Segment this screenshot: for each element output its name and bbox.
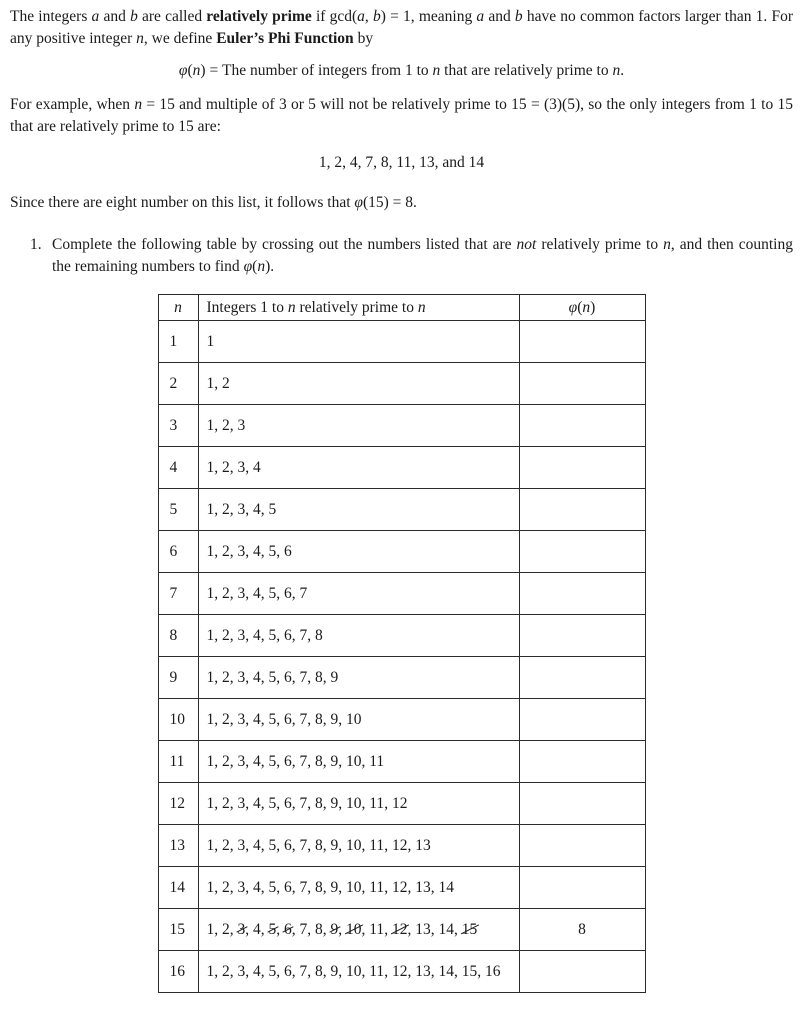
text-run: (	[187, 62, 193, 79]
number: 5	[268, 668, 277, 686]
phi-cell	[519, 741, 645, 783]
n-cell: 4	[158, 447, 198, 489]
number: 4	[253, 920, 261, 938]
phi-cell	[519, 867, 645, 909]
number: 1	[206, 878, 215, 896]
number: 6	[284, 710, 292, 728]
number: 4	[253, 962, 261, 980]
text-run: n	[134, 96, 143, 113]
header-integers	[198, 295, 519, 321]
n-cell: 7	[158, 573, 198, 615]
text-run: relatively prime	[206, 8, 312, 25]
number: 2	[222, 920, 230, 938]
problem-number: 1.	[30, 236, 42, 253]
number: 4	[253, 458, 261, 476]
integers-cell: 1, 2, 3	[198, 405, 519, 447]
number: 3	[237, 626, 246, 644]
number: 2	[222, 416, 230, 434]
number: 1	[206, 458, 215, 476]
number: 9	[330, 794, 339, 812]
example-paragraph	[10, 94, 793, 138]
number: 12	[391, 794, 408, 812]
number: 11	[369, 878, 385, 896]
coprime-list-line	[10, 152, 793, 174]
text-run: (	[252, 258, 258, 275]
number: 2	[222, 962, 230, 980]
number: 5	[268, 584, 277, 602]
integers-cell: 1, 2	[198, 363, 519, 405]
number: 7	[299, 794, 308, 812]
integers-cell: 1, 2, 3, 4, 5, 6, 7, 8, 9, 10, 11	[198, 741, 519, 783]
crossed-number: 3	[237, 920, 246, 938]
text-run: n	[174, 298, 182, 316]
text-run: Since there are eight number on this list, it follows that	[10, 194, 355, 211]
n-cell: 10	[158, 699, 198, 741]
crossed-number: 15	[461, 920, 478, 938]
number: 6	[284, 878, 292, 896]
phi-cell	[519, 951, 645, 993]
integers-cell: 1, 2, 3, 4, 5, 6	[198, 531, 519, 573]
text-run: , and then counting the remaining numbers to find	[52, 236, 793, 275]
integers-cell: 1, 2, 3, 4, 5, 6, 7, 8, 9, 10, 11, 12	[198, 783, 519, 825]
crossed-number: 9	[330, 920, 339, 938]
number: 5	[268, 500, 277, 518]
text-run: φ	[568, 298, 578, 316]
text-run: ) = The number of integers from 1 to	[200, 62, 433, 79]
number: 2	[222, 500, 230, 518]
text-run: are called	[137, 8, 207, 25]
number: 8	[315, 668, 323, 686]
crossed-number: 12	[391, 920, 408, 938]
number: 10	[346, 794, 362, 812]
number: 7	[299, 962, 308, 980]
text-run: a	[357, 8, 365, 25]
text-run: relatively prime to	[536, 236, 664, 253]
conclusion-paragraph	[10, 192, 793, 214]
number: 6	[284, 836, 292, 854]
text-run: (	[577, 298, 583, 316]
number: 4	[253, 626, 261, 644]
number: 3	[237, 710, 246, 728]
number: 1	[206, 584, 215, 602]
phi-cell	[519, 573, 645, 615]
number: 11	[369, 752, 385, 770]
text-run: ) = 1, meaning	[380, 8, 477, 25]
number: 8	[315, 626, 323, 644]
text-run: n	[192, 62, 201, 79]
problem-item	[10, 234, 793, 278]
text-run: n	[612, 62, 621, 79]
integers-cell: 1, 2, 3, 4, 5, 6, 7, 8, 9	[198, 657, 519, 699]
number: 5	[268, 752, 277, 770]
text-run: Integers 1 to	[206, 298, 288, 316]
n-cell: 11	[158, 741, 198, 783]
number: 8	[315, 752, 323, 770]
number: 3	[237, 542, 246, 560]
number: 6	[284, 584, 292, 602]
number: 11	[369, 836, 385, 854]
phi-table-head	[158, 295, 645, 321]
number: 9	[330, 878, 339, 896]
number: 14	[438, 962, 454, 980]
text-run: a	[476, 8, 485, 25]
text-run: n	[663, 236, 671, 253]
phi-cell	[519, 783, 645, 825]
number: 12	[391, 962, 408, 980]
text-run: n	[136, 30, 144, 47]
number: 10	[346, 710, 362, 728]
n-cell: 6	[158, 531, 198, 573]
number: 10	[346, 752, 362, 770]
table-row	[158, 741, 645, 783]
number: 1	[206, 794, 215, 812]
number: 6	[284, 668, 292, 686]
table-row	[158, 447, 645, 489]
table-row	[158, 615, 645, 657]
n-cell: 8	[158, 615, 198, 657]
header-n	[158, 295, 198, 321]
n-cell: 14	[158, 867, 198, 909]
number: 2	[222, 836, 230, 854]
integers-cell: 1, 2, 3, 4	[198, 447, 519, 489]
number: 4	[253, 542, 261, 560]
phi-cell	[519, 447, 645, 489]
integers-cell: 1, 2, 3, 4, 5	[198, 489, 519, 531]
number: 9	[330, 962, 339, 980]
number: 7	[299, 878, 308, 896]
crossed-number: 10	[346, 920, 362, 938]
number: 5	[268, 710, 277, 728]
text-run: .	[620, 62, 625, 79]
number: 2	[222, 626, 230, 644]
number: 8	[315, 920, 323, 938]
table-header-row	[158, 295, 645, 321]
number: 1	[206, 752, 215, 770]
number: 2	[222, 542, 230, 560]
text-run: a	[91, 8, 100, 25]
number: 3	[237, 458, 246, 476]
n-cell: 1	[158, 321, 198, 363]
text-run: that are relatively prime to	[440, 62, 613, 79]
number: 7	[299, 584, 308, 602]
text-run: and	[484, 8, 515, 25]
number: 9	[330, 710, 339, 728]
text-run: b	[372, 8, 381, 25]
text-run: = 15 and multiple of 3 or 5 will not be relatively prime to 15 = (3)(5), so the only integers from 1 to 15 that are relatively prime to 15 are:	[10, 96, 793, 135]
number: 2	[222, 584, 230, 602]
number: 5	[268, 962, 277, 980]
phi-cell	[519, 489, 645, 531]
text-run: For example, when	[10, 96, 135, 113]
number: 12	[391, 836, 408, 854]
number: 2	[222, 458, 230, 476]
phi-cell	[519, 531, 645, 573]
number: 4	[253, 836, 261, 854]
number: 1	[206, 920, 215, 938]
phi-table	[158, 294, 646, 993]
number: 15	[461, 962, 478, 980]
number: 6	[284, 794, 292, 812]
number: 13	[415, 962, 431, 980]
number: 5	[268, 878, 277, 896]
number: 2	[222, 752, 230, 770]
table-row	[158, 825, 645, 867]
text-run: Complete the following table by crossing out the numbers listed that are	[52, 236, 517, 253]
text-run: φ	[178, 62, 188, 79]
number: 4	[253, 668, 261, 686]
number: 1	[206, 710, 215, 728]
number: 4	[253, 752, 261, 770]
table-row	[158, 699, 645, 741]
number: 1	[206, 668, 215, 686]
number: 2	[222, 794, 230, 812]
number: 8	[315, 878, 323, 896]
phi-cell	[519, 405, 645, 447]
table-row	[158, 573, 645, 615]
number: 5	[268, 836, 277, 854]
number: 8	[315, 794, 323, 812]
number: 11	[369, 962, 385, 980]
integers-cell: 1, 2, 3, 4, 5, 6, 7, 8, 9, 10, 11, 12, 13	[198, 825, 519, 867]
number: 4	[253, 878, 261, 896]
table-row	[158, 867, 645, 909]
phi-cell	[519, 615, 645, 657]
number: 5	[268, 794, 277, 812]
phi-cell: 8	[519, 909, 645, 951]
number: 3	[237, 962, 246, 980]
number: 3	[237, 500, 246, 518]
n-cell: 13	[158, 825, 198, 867]
text-run: φ	[354, 194, 363, 211]
phi-table-body	[158, 321, 645, 993]
number: 8	[315, 962, 323, 980]
text-run: have no common factors larger than 1. For any positive integer	[10, 8, 794, 47]
n-cell: 5	[158, 489, 198, 531]
text-run: )	[590, 298, 596, 316]
number: 5	[268, 626, 277, 644]
n-cell: 15	[158, 909, 198, 951]
text-run: n	[417, 298, 426, 316]
number: 12	[391, 878, 408, 896]
n-cell: 2	[158, 363, 198, 405]
number: 6	[284, 962, 292, 980]
number: 10	[346, 878, 362, 896]
number: 10	[346, 962, 362, 980]
text-run: n	[287, 298, 296, 316]
crossed-number: 6	[284, 920, 292, 938]
number: 3	[237, 668, 246, 686]
n-cell: 12	[158, 783, 198, 825]
number: 9	[330, 836, 339, 854]
table-row	[158, 783, 645, 825]
text-run: ,	[364, 8, 373, 25]
text-run: not	[516, 236, 537, 253]
number: 7	[299, 836, 308, 854]
number: 8	[315, 710, 323, 728]
number: 7	[299, 752, 308, 770]
number: 10	[346, 836, 362, 854]
table-row	[158, 363, 645, 405]
number: 9	[330, 752, 339, 770]
number: 6	[284, 626, 292, 644]
integers-cell	[198, 321, 519, 363]
number: 1	[206, 416, 215, 434]
n-cell: 9	[158, 657, 198, 699]
text-run: n	[257, 258, 266, 275]
phi-cell	[519, 321, 645, 363]
number: 1	[206, 542, 215, 560]
number: 3	[237, 836, 246, 854]
problem-text	[52, 234, 793, 278]
text-run: b	[514, 8, 523, 25]
n-cell: 3	[158, 405, 198, 447]
text-run: Euler’s Phi Function	[216, 30, 354, 47]
number: 3	[237, 878, 246, 896]
number: 1	[206, 836, 215, 854]
number: 1	[206, 500, 215, 518]
number: 2	[222, 710, 230, 728]
text-run: , we define	[143, 30, 217, 47]
number: 14	[438, 920, 454, 938]
number: 4	[253, 584, 261, 602]
number: 2	[222, 374, 230, 392]
phi-cell	[519, 657, 645, 699]
integers-cell: 1, 2, 3, 4, 5, 6, 7, 8, 9, 10	[198, 699, 519, 741]
number: 3	[237, 584, 246, 602]
number: 4	[253, 710, 261, 728]
number: 4	[253, 500, 261, 518]
integers-cell: 1, 2, 3, 4, 5, 6, 7, 8, 9, 10, 11, 12, 13, 14, 15	[198, 909, 519, 951]
intro-paragraph	[10, 6, 793, 50]
number: 6	[284, 752, 292, 770]
number: 1	[206, 332, 215, 350]
number: 13	[415, 836, 431, 854]
number: 1	[206, 374, 215, 392]
table-row	[158, 489, 645, 531]
number: 5	[268, 542, 277, 560]
text-run: relatively prime to	[295, 298, 418, 316]
number: 7	[299, 626, 308, 644]
header-phi	[519, 295, 645, 321]
phi-definition-line	[10, 60, 793, 82]
table-row	[158, 321, 645, 363]
crossed-number: 5	[268, 920, 277, 938]
phi-cell	[519, 699, 645, 741]
integers-cell: 1, 2, 3, 4, 5, 6, 7, 8, 9, 10, 11, 12, 13, 14	[198, 867, 519, 909]
number: 3	[237, 416, 246, 434]
table-row	[158, 405, 645, 447]
table-row	[158, 951, 645, 993]
text-run: by	[353, 30, 374, 47]
number: 4	[253, 794, 261, 812]
text-run: ).	[265, 258, 275, 275]
integers-cell: 1, 2, 3, 4, 5, 6, 7	[198, 573, 519, 615]
phi-cell	[519, 363, 645, 405]
number: 1	[206, 962, 215, 980]
number: 13	[415, 920, 431, 938]
text-run: (15) = 8.	[362, 194, 417, 211]
number: 6	[284, 542, 292, 560]
text-run: 1, 2, 4, 7, 8, 11, 13, and 14	[318, 154, 485, 171]
text-run: if gcd(	[311, 8, 358, 25]
number: 3	[237, 752, 246, 770]
number: 2	[222, 668, 230, 686]
integers-cell: 1, 2, 3, 4, 5, 6, 7, 8, 9, 10, 11, 12, 13, 14, 15, 16	[198, 951, 519, 993]
number: 7	[299, 920, 308, 938]
number: 1	[206, 626, 215, 644]
table-row	[158, 657, 645, 699]
number: 16	[484, 962, 501, 980]
n-cell: 16	[158, 951, 198, 993]
number: 3	[237, 794, 246, 812]
number: 7	[299, 668, 308, 686]
number: 11	[369, 920, 385, 938]
number: 9	[330, 668, 339, 686]
number: 8	[315, 836, 323, 854]
number: 14	[438, 878, 454, 896]
text-run: and	[99, 8, 131, 25]
table-row	[158, 909, 645, 951]
text-run: n	[432, 62, 441, 79]
integers-cell: 1, 2, 3, 4, 5, 6, 7, 8	[198, 615, 519, 657]
text-run: φ	[243, 258, 253, 275]
text-run: The integers	[10, 8, 92, 25]
number: 11	[369, 794, 385, 812]
text-run: n	[582, 298, 591, 316]
phi-cell	[519, 825, 645, 867]
table-row	[158, 531, 645, 573]
text-run: b	[130, 8, 138, 25]
number: 7	[299, 710, 308, 728]
number: 2	[222, 878, 230, 896]
number: 13	[415, 878, 431, 896]
